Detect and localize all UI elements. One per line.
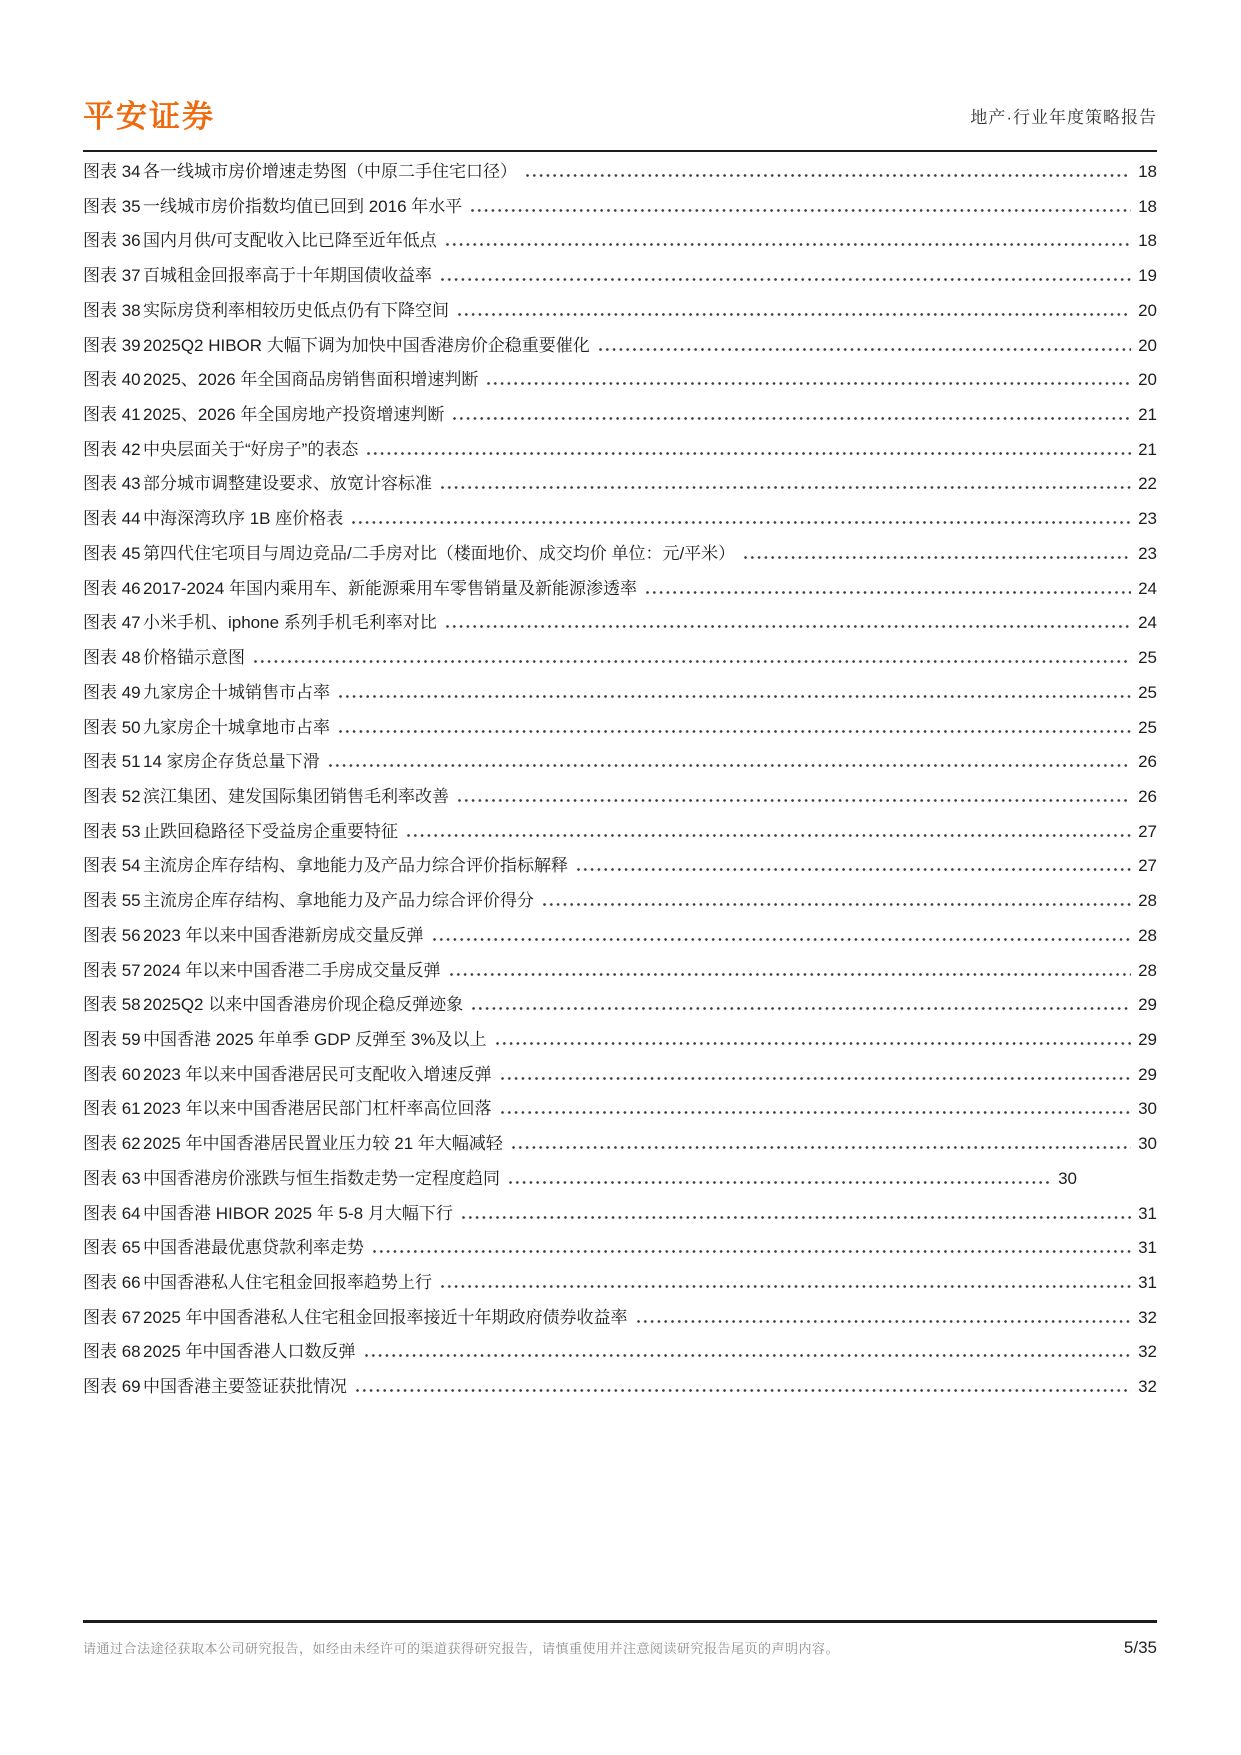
figure-title: 14 家房企存货总量下滑 — [143, 752, 320, 772]
figure-page-number: 32 — [1138, 1307, 1157, 1327]
toc-entry-row[interactable] — [83, 157, 1157, 192]
figure-label: 图表 69 — [83, 1377, 141, 1397]
figure-label: 图表 47 — [83, 613, 141, 633]
toc-entry-row[interactable] — [83, 1372, 1157, 1407]
dotted-leader — [509, 1181, 1051, 1184]
figure-page-number: 23 — [1138, 509, 1157, 529]
figure-page-number: 27 — [1138, 856, 1157, 876]
dotted-leader — [501, 1077, 1132, 1080]
figure-label: 图表 66 — [83, 1273, 141, 1292]
figure-title: 中国香港房价涨跌与恒生指数走势一定程度趋同 — [143, 1168, 500, 1188]
figure-label: 图表 67 — [83, 1307, 141, 1327]
toc-entry-row[interactable] — [83, 1233, 1157, 1268]
figure-page-number: 27 — [1138, 821, 1157, 841]
dotted-leader — [329, 764, 1131, 767]
figure-label: 图表 61 — [83, 1099, 141, 1119]
figure-page-number: 25 — [1138, 648, 1157, 668]
figure-page-number: 26 — [1138, 786, 1157, 806]
figure-title: 各一线城市房价增速走势图（中原二手住宅口径） — [143, 162, 517, 181]
figure-page-number: 21 — [1138, 439, 1157, 459]
figure-title: 2023 年以来中国香港居民部门杠杆率高位回落 — [143, 1099, 492, 1119]
figure-title: 2025 年中国香港居民置业压力较 21 年大幅减轻 — [143, 1134, 503, 1154]
figure-page-number: 29 — [1138, 995, 1157, 1015]
figure-page-number: 24 — [1138, 613, 1157, 633]
dotted-leader — [512, 1146, 1131, 1149]
figure-title: 国内月供/可支配收入比已降至近年低点 — [143, 231, 437, 251]
toc-entry-row[interactable] — [83, 469, 1157, 504]
toc-entry-row[interactable] — [83, 400, 1157, 435]
dotted-leader — [496, 1042, 1132, 1045]
toc-entry-row[interactable] — [83, 1094, 1157, 1129]
toc-entry-row[interactable] — [83, 1337, 1157, 1372]
figure-title: 2025、2026 年全国商品房销售面积增速判断 — [143, 370, 479, 390]
dotted-leader — [543, 903, 1131, 906]
dotted-leader — [646, 591, 1131, 594]
header-divider — [83, 150, 1157, 152]
toc-entry-row[interactable] — [83, 574, 1157, 609]
figure-list — [83, 157, 1157, 1407]
toc-entry-row[interactable] — [83, 539, 1157, 574]
dotted-leader — [365, 1354, 1132, 1357]
figure-title: 第四代住宅项目与周边竞品/二手房对比（楼面地价、成交均价 单位：元/平米） — [143, 543, 736, 563]
figure-title: 2017-2024 年国内乘用车、新能源乘用车零售销量及新能源渗透率 — [143, 578, 638, 598]
toc-entry-row[interactable] — [83, 1164, 1157, 1199]
dotted-leader — [501, 1111, 1132, 1114]
figure-title: 中国香港 2025 年单季 GDP 反弹至 3%及以上 — [143, 1029, 487, 1049]
figure-label: 图表 59 — [83, 1029, 141, 1049]
dotted-leader — [356, 1389, 1131, 1392]
figure-label: 图表 48 — [83, 648, 141, 668]
figure-page-number: 30 — [1138, 1134, 1157, 1154]
figure-label: 图表 64 — [83, 1203, 141, 1223]
dotted-leader — [487, 382, 1131, 385]
dotted-leader — [446, 625, 1131, 628]
figure-title: 2023 年以来中国香港居民可支配收入增速反弹 — [143, 1064, 492, 1084]
figure-page-number: 31 — [1138, 1203, 1157, 1223]
dotted-leader — [637, 1320, 1132, 1323]
dotted-leader — [441, 278, 1131, 281]
dotted-leader — [433, 938, 1132, 941]
figure-page-number: 21 — [1138, 405, 1157, 425]
figure-label: 图表 40 — [83, 370, 141, 390]
figure-label: 图表 60 — [83, 1064, 141, 1084]
figure-page-number: 20 — [1138, 335, 1157, 355]
figure-title: 价格锚示意图 — [143, 648, 245, 668]
dotted-leader — [441, 1285, 1131, 1288]
figure-title: 九家房企十城拿地市占率 — [143, 717, 330, 737]
dotted-leader — [453, 417, 1131, 420]
figure-page-number: 30 — [1138, 1099, 1157, 1119]
figure-page-number: 32 — [1138, 1377, 1157, 1397]
figure-title: 2025 年中国香港私人住宅租金回报率接近十年期政府债券收益率 — [143, 1307, 628, 1327]
figure-label: 图表 34 — [83, 162, 141, 181]
toc-entry-row[interactable] — [83, 817, 1157, 852]
dotted-leader — [744, 556, 1131, 559]
figure-page-number: 24 — [1138, 578, 1157, 598]
figure-title: 2023 年以来中国香港新房成交量反弹 — [143, 925, 424, 945]
dotted-leader — [471, 209, 1131, 212]
page-number-indicator: 5/35 — [1123, 1638, 1157, 1657]
figure-title: 中央层面关于“好房子”的表态 — [143, 439, 359, 459]
figure-label: 图表 53 — [83, 821, 141, 841]
dotted-leader — [450, 973, 1132, 976]
figure-page-number: 28 — [1138, 960, 1157, 980]
dotted-leader — [339, 695, 1131, 698]
toc-entry-row[interactable] — [83, 713, 1157, 748]
dotted-leader — [462, 1216, 1131, 1219]
toc-entry-row[interactable] — [83, 678, 1157, 713]
figure-label: 图表 43 — [83, 474, 141, 494]
toc-entry-row[interactable] — [83, 1268, 1157, 1303]
toc-entry-row[interactable] — [83, 1303, 1157, 1338]
figure-label: 图表 35 — [83, 196, 141, 216]
figure-title: 2025、2026 年全国房地产投资增速判断 — [143, 405, 445, 425]
figure-title: 小米手机、iphone 系列手机毛利率对比 — [143, 613, 437, 633]
figure-title: 滨江集团、建发国际集团销售毛利率改善 — [143, 786, 449, 806]
toc-entry-row[interactable] — [83, 1129, 1157, 1164]
figure-title: 2025Q2 HIBOR 大幅下调为加快中国香港房价企稳重要催化 — [143, 335, 590, 355]
figure-page-number: 25 — [1138, 682, 1157, 702]
figure-title: 2025Q2 以来中国香港房价现企稳反弹迹象 — [143, 995, 464, 1015]
figure-title: 中国香港主要签证获批情况 — [143, 1377, 347, 1397]
dotted-leader — [373, 1250, 1131, 1253]
figure-title: 中国香港最优惠贷款利率走势 — [143, 1238, 364, 1258]
toc-entry-row[interactable] — [83, 435, 1157, 470]
figure-title: 中国香港 HIBOR 2025 年 5-8 月大幅下行 — [143, 1203, 453, 1223]
figure-page-number: 31 — [1138, 1273, 1157, 1292]
toc-entry-row[interactable] — [83, 504, 1157, 539]
toc-entry-row[interactable] — [83, 643, 1157, 678]
figure-label: 图表 58 — [83, 995, 141, 1015]
pingan-securities-logo: 平安证券 — [83, 99, 215, 134]
dotted-leader — [441, 486, 1131, 489]
dotted-leader — [254, 660, 1131, 663]
figure-label: 图表 50 — [83, 717, 141, 737]
figure-page-number: 18 — [1138, 196, 1157, 216]
figure-label: 图表 44 — [83, 509, 141, 529]
figure-label: 图表 56 — [83, 925, 141, 945]
figure-title: 实际房贷利率相较历史低点仍有下降空间 — [143, 300, 449, 320]
figure-label: 图表 36 — [83, 231, 141, 251]
footer-disclaimer: 请通过合法途径获取本公司研究报告，如经由未经许可的渠道获得研究报告，请慎重使用并注意阅读研究报告尾页的声明内容。 — [83, 1641, 840, 1656]
figure-page-number: 20 — [1138, 300, 1157, 320]
toc-entry-row[interactable] — [83, 365, 1157, 400]
figure-label: 图表 63 — [83, 1168, 141, 1188]
figure-label: 图表 62 — [83, 1134, 141, 1154]
figure-title: 中国香港私人住宅租金回报率趋势上行 — [143, 1273, 432, 1292]
dotted-leader — [352, 521, 1131, 524]
figure-label: 图表 39 — [83, 335, 141, 355]
figure-page-number: 30 — [1058, 1168, 1077, 1188]
dotted-leader — [407, 834, 1131, 837]
toc-entry-row[interactable] — [83, 747, 1157, 782]
dotted-leader — [367, 452, 1131, 455]
footer-divider — [83, 1620, 1157, 1623]
figure-title: 主流房企库存结构、拿地能力及产品力综合评价得分 — [143, 891, 534, 911]
figure-page-number: 28 — [1138, 891, 1157, 911]
figure-page-number: 25 — [1138, 717, 1157, 737]
page-footer — [83, 1638, 1157, 1658]
figure-label: 图表 54 — [83, 856, 141, 876]
toc-entry-row[interactable] — [83, 192, 1157, 227]
figure-label: 图表 41 — [83, 405, 141, 425]
dotted-leader — [339, 730, 1131, 733]
figure-page-number: 22 — [1138, 474, 1157, 494]
figure-title: 止跌回稳路径下受益房企重要特征 — [143, 821, 398, 841]
figure-label: 图表 52 — [83, 786, 141, 806]
figure-page-number: 18 — [1138, 231, 1157, 251]
figure-page-number: 19 — [1138, 266, 1157, 286]
figure-page-number: 32 — [1138, 1342, 1157, 1362]
figure-title: 百城租金回报率高于十年期国债收益率 — [143, 266, 432, 286]
dotted-leader — [472, 1007, 1131, 1010]
toc-entry-row[interactable] — [83, 261, 1157, 296]
figure-page-number: 26 — [1138, 752, 1157, 772]
report-type-label: 地产·行业年度策略报告 — [970, 108, 1157, 127]
figure-title: 2025 年中国香港人口数反弹 — [143, 1342, 356, 1362]
figure-label: 图表 51 — [83, 752, 141, 772]
dotted-leader — [526, 174, 1131, 177]
toc-entry-row[interactable] — [83, 608, 1157, 643]
figure-label: 图表 49 — [83, 682, 141, 702]
figure-title: 部分城市调整建设要求、放宽计容标准 — [143, 474, 432, 494]
figure-page-number: 18 — [1138, 162, 1157, 181]
figure-page-number: 23 — [1138, 543, 1157, 563]
figure-label: 图表 38 — [83, 300, 141, 320]
toc-entry-row[interactable] — [83, 921, 1157, 956]
figure-page-number: 28 — [1138, 925, 1157, 945]
figure-label: 图表 68 — [83, 1342, 141, 1362]
figure-label: 图表 46 — [83, 578, 141, 598]
figure-label: 图表 42 — [83, 439, 141, 459]
figure-page-number: 29 — [1138, 1029, 1157, 1049]
toc-entry-row[interactable] — [83, 331, 1157, 366]
toc-entry-row[interactable] — [83, 1199, 1157, 1234]
figure-title: 主流房企库存结构、拿地能力及产品力综合评价指标解释 — [143, 856, 568, 876]
figure-page-number: 29 — [1138, 1064, 1157, 1084]
toc-entry-row[interactable] — [83, 990, 1157, 1025]
dotted-leader — [458, 799, 1131, 802]
toc-entry-row[interactable] — [83, 851, 1157, 886]
figure-title: 中海深湾玖序 1B 座价格表 — [143, 509, 344, 529]
toc-entry-row[interactable] — [83, 1025, 1157, 1060]
dotted-leader — [446, 243, 1131, 246]
figure-label: 图表 57 — [83, 960, 141, 980]
toc-entry-row[interactable] — [83, 226, 1157, 261]
toc-entry-row[interactable] — [83, 296, 1157, 331]
figure-label: 图表 65 — [83, 1238, 141, 1258]
toc-entry-row[interactable] — [83, 782, 1157, 817]
figure-page-number: 31 — [1138, 1238, 1157, 1258]
toc-entry-row[interactable] — [83, 956, 1157, 991]
figure-page-number: 20 — [1138, 370, 1157, 390]
page-header — [83, 88, 1157, 140]
toc-entry-row[interactable] — [83, 1060, 1157, 1095]
dotted-leader — [599, 348, 1131, 351]
figure-label: 图表 37 — [83, 266, 141, 286]
figure-title: 2024 年以来中国香港二手房成交量反弹 — [143, 960, 441, 980]
figure-title: 一线城市房价指数均值已回到 2016 年水平 — [143, 196, 463, 216]
figure-title: 九家房企十城销售市占率 — [143, 682, 330, 702]
figure-label: 图表 45 — [83, 543, 141, 563]
figure-label: 图表 55 — [83, 891, 141, 911]
dotted-leader — [458, 313, 1131, 316]
dotted-leader — [577, 868, 1131, 871]
toc-entry-row[interactable] — [83, 886, 1157, 921]
